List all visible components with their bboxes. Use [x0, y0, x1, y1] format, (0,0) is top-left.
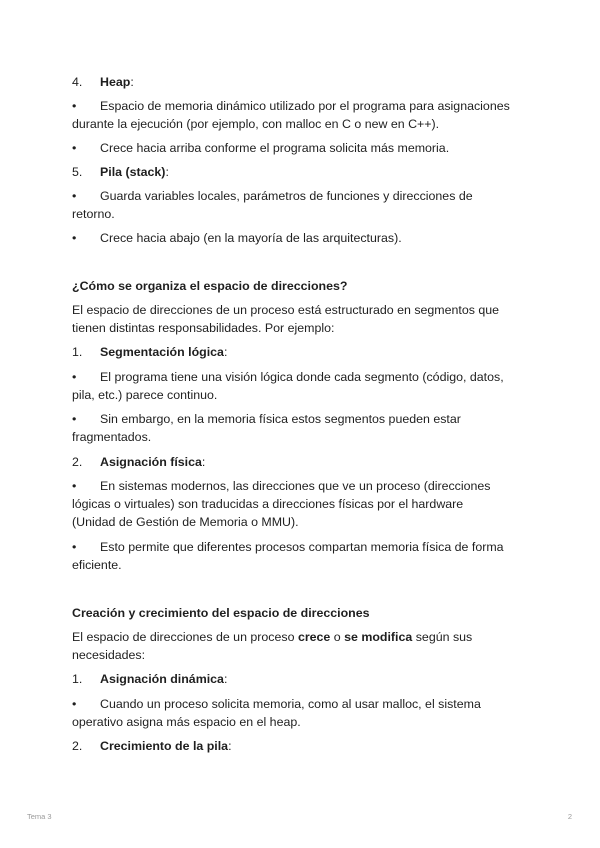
list-item-title: Pila (stack) [100, 165, 166, 179]
bullet: • [72, 141, 77, 155]
bullet-text: Cuando un proceso solicita memoria, como al usar malloc, el sistema [100, 697, 481, 711]
bullet-text-continued: pila, etc.) parece continuo. [72, 388, 218, 402]
list-number: 1. [72, 345, 83, 359]
paragraph-line: El espacio de direcciones de un proceso crece o se modifica según sus [72, 630, 473, 644]
bullet-text: Guarda variables locales, parámetros de funciones y direcciones de [100, 189, 473, 203]
section-heading: Creación y crecimiento del espacio de direcciones [72, 606, 370, 620]
list-item-title: Asignación dinámica [100, 672, 224, 686]
paragraph-line: El espacio de direcciones de un proceso está estructurado en segmentos que [72, 303, 500, 317]
bullet: • [72, 189, 77, 203]
list-item-title: Heap [100, 75, 131, 89]
bullet-text: Esto permite que diferentes procesos compartan memoria física de forma [100, 540, 504, 554]
bullet-text-continued: lógicas o virtuales) son traducidas a direcciones físicas por el hardware [72, 497, 464, 511]
bullet: • [72, 479, 77, 493]
bullet: • [72, 370, 77, 384]
list-number: 5. [72, 165, 83, 179]
list-number: 4. [72, 75, 83, 89]
bullet-text: Espacio de memoria dinámico utilizado por el programa para asignaciones [100, 99, 510, 113]
bullet: • [72, 99, 77, 113]
list-number: 2. [72, 739, 83, 753]
bullet-text: Sin embargo, en la memoria física estos segmentos pueden estar [100, 412, 461, 426]
bullet-text-continued: retorno. [72, 207, 115, 221]
bullet-text: Crece hacia abajo (en la mayoría de las arquitecturas). [100, 231, 402, 245]
paragraph-line: necesidades: [72, 648, 146, 662]
bullet: • [72, 697, 77, 711]
list-item-title: Segmentación lógica [100, 345, 224, 359]
list-item-title: Asignación física [100, 455, 202, 469]
bullet-text-continued: eficiente. [72, 558, 122, 572]
bullet-text: El programa tiene una visión lógica donde cada segmento (código, datos, [100, 370, 504, 384]
bullet: • [72, 540, 77, 554]
bullet-text: Crece hacia arriba conforme el programa solicita más memoria. [100, 141, 450, 155]
bullet-text-continued: (Unidad de Gestión de Memoria o MMU). [72, 515, 299, 529]
bullet-text-continued: operativo asigna más espacio en el heap. [72, 715, 301, 729]
bullet-text-continued: fragmentados. [72, 430, 152, 444]
paragraph-line: tienen distintas responsabilidades. Por ejemplo: [72, 321, 335, 335]
bullet: • [72, 231, 77, 245]
list-number: 1. [72, 672, 83, 686]
bullet-text: En sistemas modernos, las direcciones que ve un proceso (direcciones [100, 479, 491, 493]
bullet-text-continued: durante la ejecución (por ejemplo, con malloc en C o new en C++). [72, 117, 440, 131]
list-number: 2. [72, 455, 83, 469]
footer-chapter: Tema 3 [27, 812, 52, 821]
footer-page-number: 2 [567, 812, 572, 821]
section-heading: ¿Cómo se organiza el espacio de direcciones? [72, 279, 348, 293]
list-item-title: Crecimiento de la pila [100, 739, 229, 753]
bullet: • [72, 412, 77, 426]
